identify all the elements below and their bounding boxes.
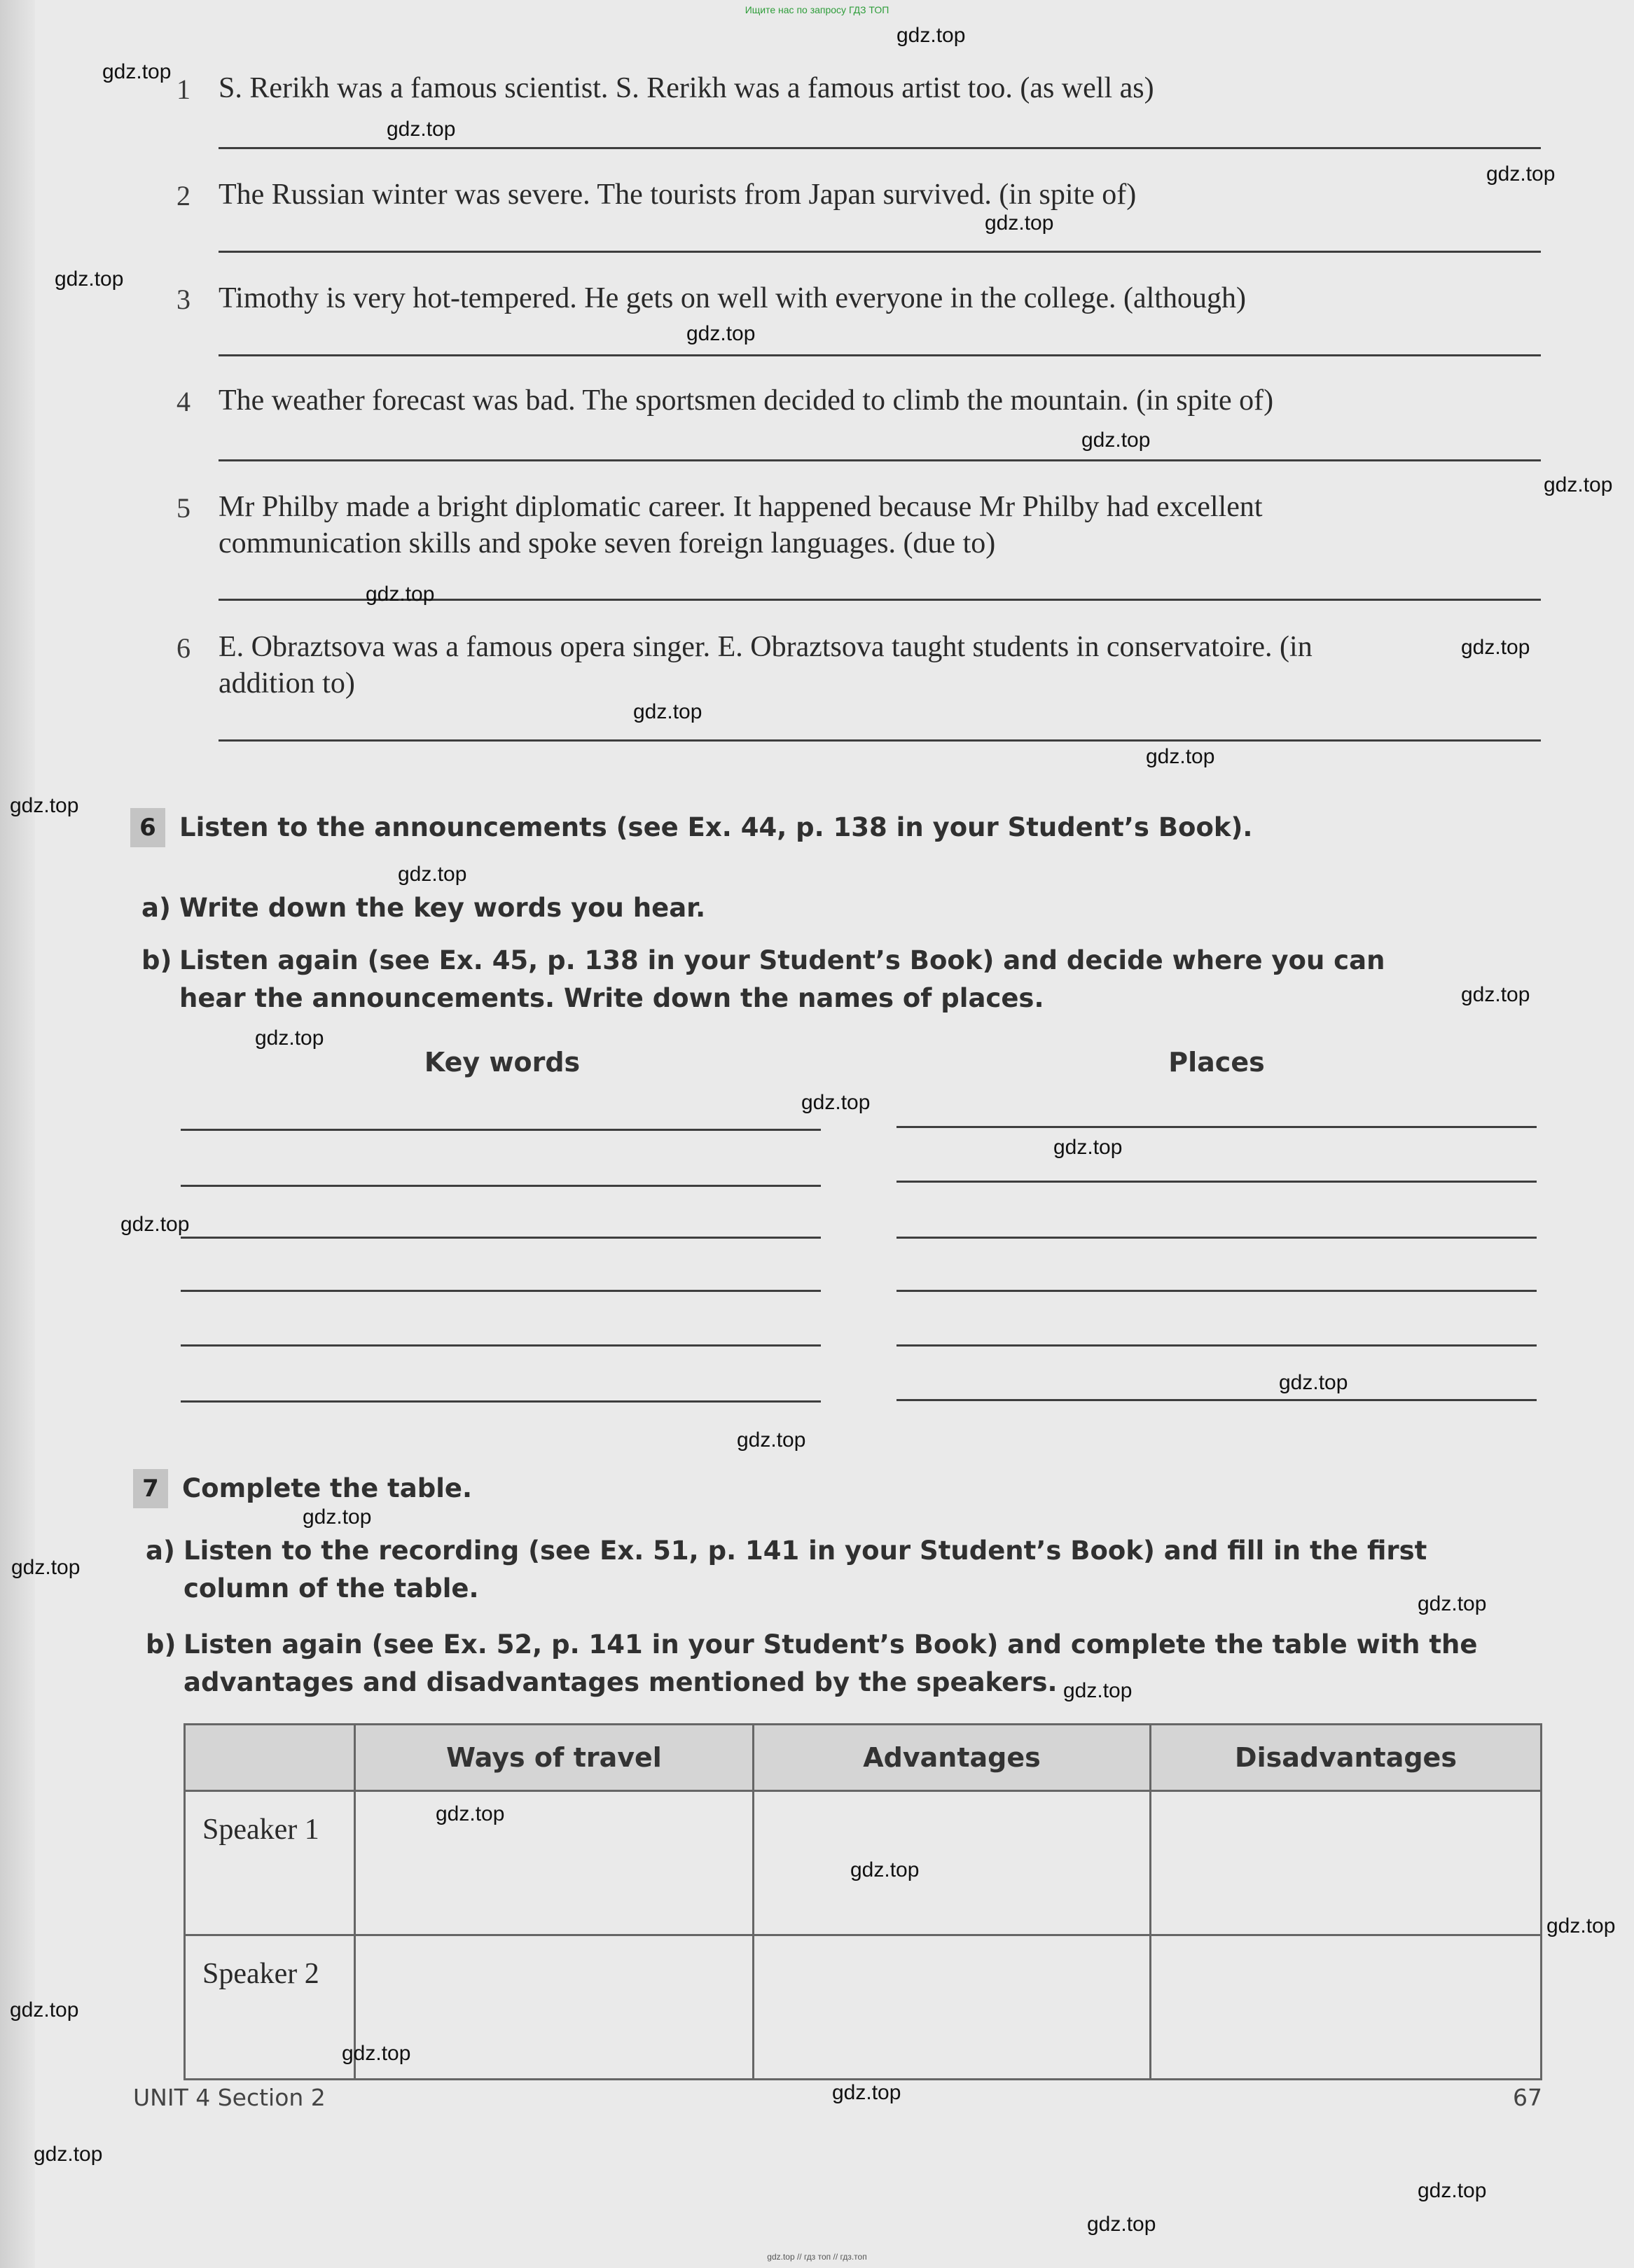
key-word-line[interactable]: [181, 1290, 821, 1292]
watermark: gdz.top: [11, 1556, 81, 1579]
watermark: gdz.top: [303, 1505, 372, 1529]
watermark: gdz.top: [1461, 983, 1530, 1006]
watermark: gdz.top: [34, 2143, 103, 2166]
sentence-3: Timothy is very hot-tempered. He gets on well with everyone in the college. (although): [219, 282, 1246, 314]
watermark: gdz.top: [1053, 1136, 1123, 1159]
item-number: 1: [176, 74, 191, 105]
watermark: gdz.top: [686, 322, 756, 345]
bottom-link[interactable]: gdz.top // гдз топ // гдз.топ: [767, 2252, 867, 2262]
header-cell-empty: [185, 1725, 355, 1791]
task7-part-b: [146, 1626, 1535, 1702]
watermark: gdz.top: [985, 211, 1054, 235]
header-disadvantages: Disadvantages: [1151, 1725, 1542, 1791]
watermark: gdz.top: [102, 60, 172, 83]
watermark: gdz.top: [1486, 162, 1556, 186]
answer-line[interactable]: [219, 739, 1541, 742]
part-a-text: Write down the key words you hear.: [179, 893, 706, 923]
sentence-6: E. Obraztsova was a famous opera singer. E. Obraztsova taught students in conservatoire. (in addition to): [219, 631, 1313, 700]
watermark: gdz.top: [10, 1998, 79, 2022]
place-line[interactable]: [896, 1181, 1537, 1183]
table-header-row: [185, 1725, 1542, 1791]
watermark: gdz.top: [1418, 1592, 1487, 1615]
cell-advantages[interactable]: [754, 1791, 1151, 1935]
item-number: 3: [176, 284, 191, 315]
part-a-text: Listen to the recording (see Ex. 51, p. 141 in your Student’s Book) and fill in the first column of the table.: [184, 1536, 1427, 1603]
row-label-speaker-2: Speaker 2: [185, 1935, 355, 2080]
part-a-letter: a): [146, 1536, 175, 1566]
footer-unit: UNIT 4 Section 2: [133, 2084, 326, 2111]
key-words-header: Key words: [424, 1047, 581, 1078]
watermark: gdz.top: [1087, 2213, 1156, 2236]
place-line[interactable]: [896, 1126, 1537, 1128]
sentence-1: S. Rerikh was a famous scientist. S. Rerikh was a famous artist too. (as well as): [219, 72, 1154, 104]
place-line[interactable]: [896, 1290, 1537, 1292]
watermark: gdz.top: [801, 1091, 871, 1114]
watermark: gdz.top: [1063, 1679, 1133, 1702]
key-word-line[interactable]: [181, 1344, 821, 1347]
sentence-5: Mr Philby made a bright diplomatic career. It happened because Mr Philby had excellent communication skills and spoke seven foreign languages. (due to): [219, 491, 1263, 559]
task6-part-a: [141, 889, 1412, 927]
watermark: gdz.top: [366, 583, 435, 606]
key-word-line[interactable]: [181, 1237, 821, 1239]
part-b-letter: b): [141, 945, 172, 975]
watermark: gdz.top: [832, 2081, 901, 2104]
key-word-line[interactable]: [181, 1400, 821, 1403]
watermark: gdz.top: [120, 1213, 190, 1236]
row-label-speaker-1: Speaker 1: [185, 1791, 355, 1935]
answer-line[interactable]: [219, 459, 1541, 461]
watermark: gdz.top: [737, 1428, 806, 1452]
book-spine-shadow: [0, 0, 35, 2268]
part-b-letter: b): [146, 1629, 176, 1660]
header-advantages: Advantages: [754, 1725, 1151, 1791]
watermark: gdz.top: [1081, 429, 1151, 452]
watermark: gdz.top: [387, 118, 456, 141]
watermark: gdz.top: [10, 794, 79, 817]
top-link[interactable]: Ищите нас по запросу ГДЗ ТОП: [745, 4, 889, 15]
watermark: gdz.top: [1279, 1371, 1348, 1394]
task-number-badge: 6: [130, 808, 165, 847]
watermark: gdz.top: [1546, 1914, 1616, 1937]
speakers-table: [184, 1723, 1542, 2080]
watermark: gdz.top: [55, 267, 124, 291]
key-word-line[interactable]: [181, 1129, 821, 1131]
watermark: gdz.top: [633, 700, 702, 723]
part-a-letter: a): [141, 893, 171, 923]
page-number: 67: [1513, 2084, 1542, 2111]
part-b-text: Listen again (see Ex. 45, p. 138 in your Student’s Book) and decide where you can hear the announcements. Write down the names of places.: [179, 945, 1385, 1013]
task7-part-a: [146, 1532, 1444, 1608]
watermark: gdz.top: [398, 863, 467, 886]
answer-line[interactable]: [219, 354, 1541, 356]
watermark: gdz.top: [1146, 745, 1215, 768]
watermark: gdz.top: [1418, 2179, 1487, 2202]
watermark: gdz.top: [436, 1802, 505, 1825]
places-header: Places: [1168, 1047, 1265, 1078]
task-number-badge: 7: [133, 1469, 168, 1508]
watermark: gdz.top: [1461, 636, 1530, 659]
cell-disadvantages[interactable]: [1151, 1791, 1542, 1935]
place-line[interactable]: [896, 1399, 1537, 1401]
item-number: 4: [176, 386, 191, 417]
watermark: gdz.top: [1544, 473, 1613, 496]
task7-title: Complete the table.: [182, 1473, 473, 1503]
watermark: gdz.top: [255, 1027, 324, 1050]
cell-advantages[interactable]: [754, 1935, 1151, 2080]
item-number: 5: [176, 492, 191, 524]
header-ways-of-travel: Ways of travel: [355, 1725, 754, 1791]
item-number: 6: [176, 632, 191, 664]
task6-part-b: [141, 942, 1412, 1017]
cell-disadvantages[interactable]: [1151, 1935, 1542, 2080]
watermark: gdz.top: [896, 24, 966, 47]
place-line[interactable]: [896, 1237, 1537, 1239]
part-b-text: Listen again (see Ex. 52, p. 141 in your Student’s Book) and complete the table with the advantages and disadvantages mentioned by the speakers.: [184, 1629, 1478, 1697]
key-word-line[interactable]: [181, 1185, 821, 1187]
answer-line[interactable]: [219, 251, 1541, 253]
item-number: 2: [176, 180, 191, 211]
cell-ways-of-travel[interactable]: [355, 1791, 754, 1935]
answer-line[interactable]: [219, 147, 1541, 149]
watermark: gdz.top: [850, 1858, 920, 1881]
cell-ways-of-travel[interactable]: [355, 1935, 754, 2080]
sentence-4: The weather forecast was bad. The sportsmen decided to climb the mountain. (in spite of): [219, 384, 1274, 417]
watermark: gdz.top: [342, 2042, 411, 2065]
place-line[interactable]: [896, 1344, 1537, 1347]
task6-title: Listen to the announcements (see Ex. 44, p. 138 in your Student’s Book).: [179, 812, 1253, 842]
sentence-2: The Russian winter was severe. The tourists from Japan survived. (in spite of): [219, 179, 1137, 211]
